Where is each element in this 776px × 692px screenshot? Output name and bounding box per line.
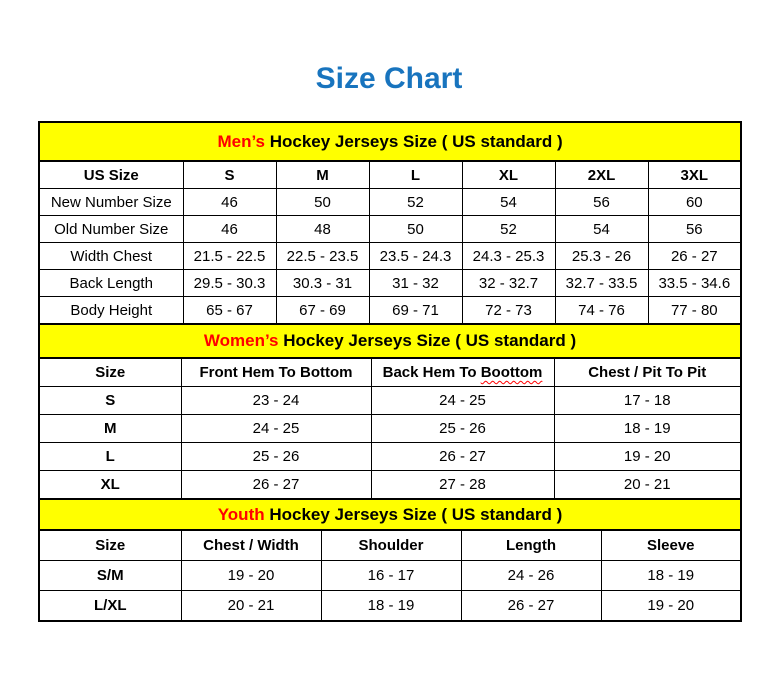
table-row [39,591,741,622]
size-value: 27 - 28 [371,471,554,500]
mens-banner-title [39,122,741,161]
size-value: 18 - 19 [601,561,741,591]
size-value: 24 - 25 [371,387,554,415]
size-value: 25 - 26 [181,443,371,471]
womens-banner-rest: Hockey Jerseys Size ( US standard ) [278,331,577,350]
mens-banner [39,122,741,161]
table-row [39,443,741,471]
womens-banner-title [39,324,741,358]
row-label: XL [39,471,181,500]
row-label: New Number Size [39,189,183,216]
size-value: 56 [555,189,648,216]
row-label: S/M [39,561,181,591]
size-value: 24 - 26 [461,561,601,591]
womens-header-row [39,358,741,387]
table-row [39,415,741,443]
table-row [39,216,741,243]
column-header: XL [462,161,555,189]
womens-banner-highlight: Women’s [203,331,279,350]
column-header [371,358,554,387]
row-label: Old Number Size [39,216,183,243]
mens-size-table [38,121,742,325]
size-value: 31 - 32 [369,270,462,297]
column-header: Shoulder [321,530,461,561]
column-header: Chest / Pit To Pit [554,358,741,387]
size-value: 30.3 - 31 [276,270,369,297]
size-value: 18 - 19 [554,415,741,443]
column-header: S [183,161,276,189]
table-row [39,243,741,270]
back-hem-misspelled-word: Boottom [480,364,543,381]
size-value: 50 [276,189,369,216]
size-value: 25 - 26 [371,415,554,443]
mens-banner-highlight: Men’s [217,131,265,151]
size-value: 18 - 19 [321,591,461,622]
column-header: US Size [39,161,183,189]
column-header: Chest / Width [181,530,321,561]
youth-size-table [38,498,742,622]
size-value: 16 - 17 [321,561,461,591]
table-row [39,387,741,415]
row-label: Body Height [39,297,183,325]
table-row [39,270,741,297]
table-row [39,189,741,216]
size-value: 26 - 27 [648,243,741,270]
row-label: Back Length [39,270,183,297]
youth-banner [39,499,741,530]
size-value: 65 - 67 [183,297,276,325]
page-title: Size Chart [315,62,463,95]
size-value: 22.5 - 23.5 [276,243,369,270]
size-value: 50 [369,216,462,243]
column-header: M [276,161,369,189]
column-header: Size [39,530,181,561]
size-value: 72 - 73 [462,297,555,325]
size-value: 69 - 71 [369,297,462,325]
youth-banner-highlight: Youth [217,504,265,524]
size-value: 17 - 18 [554,387,741,415]
size-tables-container [38,121,740,622]
size-value: 19 - 20 [554,443,741,471]
size-value: 32.7 - 33.5 [555,270,648,297]
size-value: 19 - 20 [181,561,321,591]
size-value: 48 [276,216,369,243]
youth-header-row [39,530,741,561]
column-header: Size [39,358,181,387]
column-header: Sleeve [601,530,741,561]
table-row [39,561,741,591]
size-value: 46 [183,189,276,216]
size-value: 54 [555,216,648,243]
back-hem-label-prefix: Back Hem To [382,364,481,381]
size-value: 26 - 27 [181,471,371,500]
size-value: 29.5 - 30.3 [183,270,276,297]
size-value: 46 [183,216,276,243]
table-row [39,297,741,325]
size-value: 26 - 27 [371,443,554,471]
size-value: 20 - 21 [554,471,741,500]
row-label: L/XL [39,591,181,622]
size-value: 77 - 80 [648,297,741,325]
size-value: 67 - 69 [276,297,369,325]
column-header: Front Hem To Bottom [181,358,371,387]
row-label: M [39,415,181,443]
row-label: Width Chest [39,243,183,270]
womens-size-table [38,323,742,500]
youth-banner-rest: Hockey Jerseys Size ( US standard ) [264,504,563,524]
size-value: 25.3 - 26 [555,243,648,270]
table-row [39,471,741,500]
size-value: 23 - 24 [181,387,371,415]
size-value: 52 [462,216,555,243]
size-value: 54 [462,189,555,216]
column-header: L [369,161,462,189]
youth-banner-title [39,499,741,530]
size-value: 23.5 - 24.3 [369,243,462,270]
row-label: S [39,387,181,415]
size-value: 32 - 32.7 [462,270,555,297]
size-value: 33.5 - 34.6 [648,270,741,297]
size-value: 26 - 27 [461,591,601,622]
column-header: Length [461,530,601,561]
size-value: 74 - 76 [555,297,648,325]
column-header: 3XL [648,161,741,189]
size-value: 60 [648,189,741,216]
size-value: 56 [648,216,741,243]
mens-header-row [39,161,741,189]
size-value: 24.3 - 25.3 [462,243,555,270]
size-value: 52 [369,189,462,216]
size-value: 20 - 21 [181,591,321,622]
womens-banner [39,324,741,358]
size-value: 21.5 - 22.5 [183,243,276,270]
column-header: 2XL [555,161,648,189]
mens-banner-rest: Hockey Jerseys Size ( US standard ) [265,131,563,151]
size-value: 24 - 25 [181,415,371,443]
row-label: L [39,443,181,471]
size-value: 19 - 20 [601,591,741,622]
